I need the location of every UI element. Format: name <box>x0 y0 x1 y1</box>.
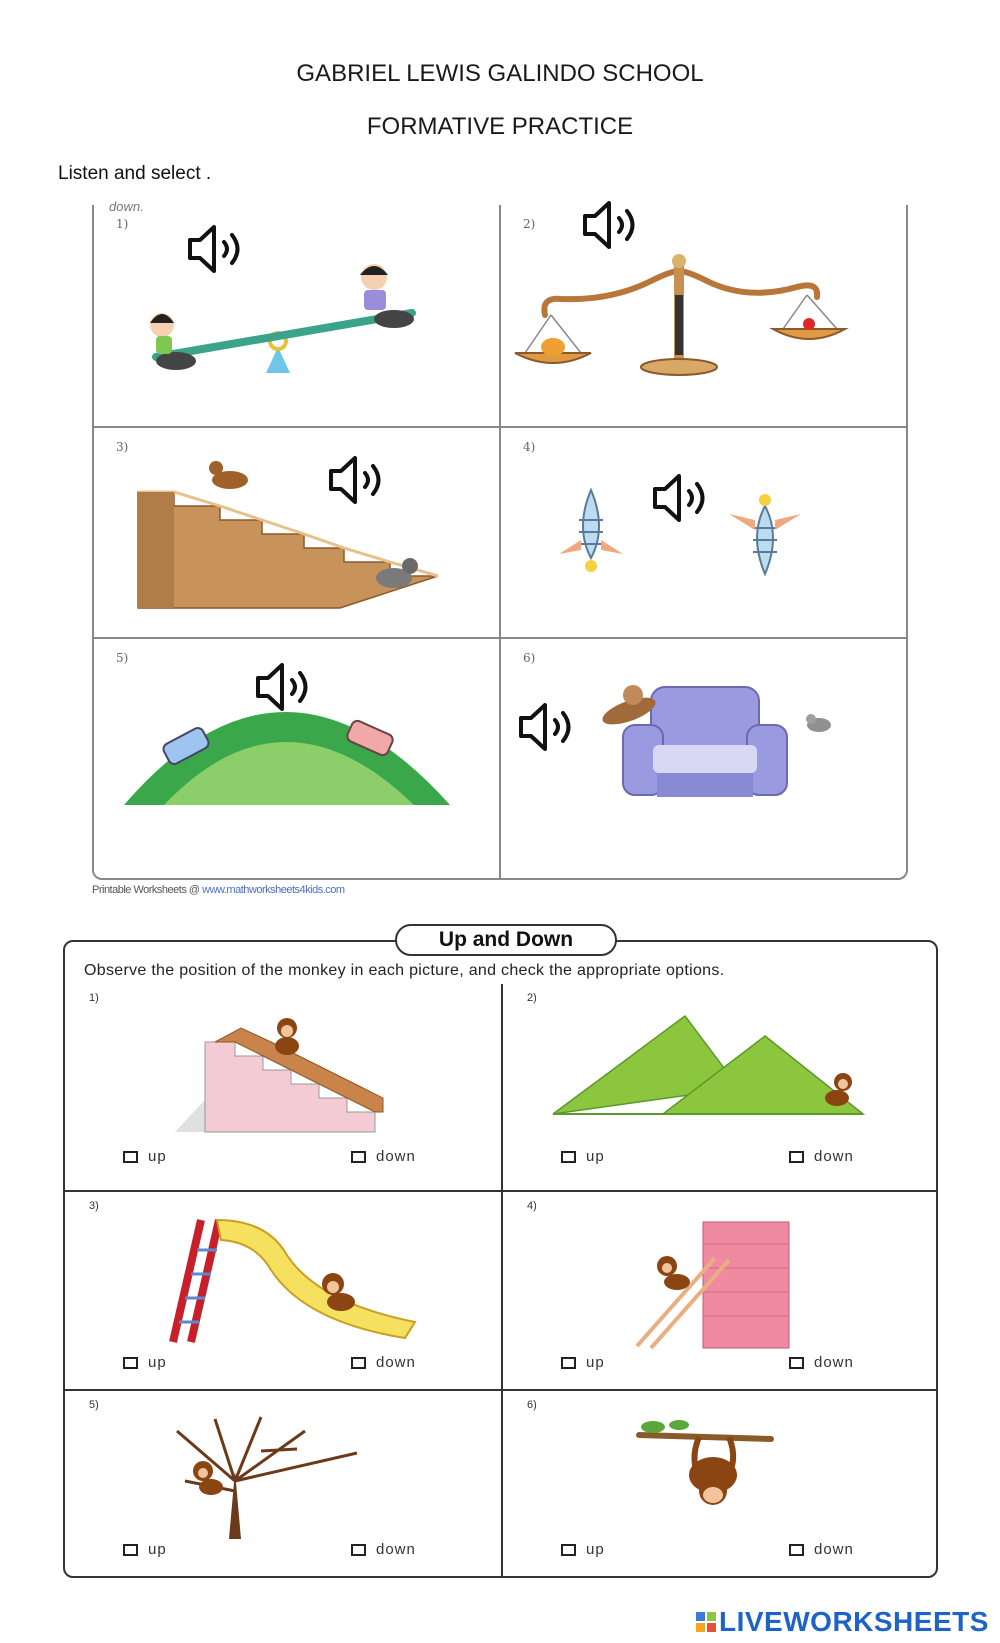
brand-name: LIVEWORKSHEETS <box>719 1606 989 1637</box>
checkbox[interactable] <box>351 1544 366 1556</box>
listen-cell-5 <box>94 639 499 860</box>
monkey-cell-6 <box>503 1391 939 1576</box>
checkbox[interactable] <box>351 1151 366 1163</box>
option-down[interactable]: down <box>789 1541 854 1558</box>
speaker-icon[interactable] <box>581 199 645 251</box>
rockets-picture <box>501 428 906 637</box>
logo-square <box>696 1623 705 1632</box>
worksheet-credit <box>92 884 345 896</box>
logo-square <box>707 1612 716 1621</box>
cell-number: 5) <box>89 1399 99 1411</box>
checkbox[interactable] <box>789 1357 804 1369</box>
credit-prefix: Printable Worksheets @ <box>92 884 200 896</box>
speaker-icon[interactable] <box>651 472 715 524</box>
seesaw-picture <box>94 205 499 426</box>
balance-scale-picture <box>501 205 906 426</box>
school-name: GABRIEL LEWIS GALINDO SCHOOL <box>296 60 704 87</box>
up-and-down-grid <box>63 928 938 1578</box>
cell-number: 6) <box>527 1399 537 1411</box>
option-down[interactable]: down <box>789 1354 854 1371</box>
speaker-icon[interactable] <box>517 701 581 753</box>
speaker-icon[interactable] <box>254 661 318 713</box>
worksheet-title: FORMATIVE PRACTICE <box>366 113 634 140</box>
checkbox[interactable] <box>351 1357 366 1369</box>
cell-number: 4) <box>523 440 536 454</box>
monkey-cell-5 <box>65 1391 501 1576</box>
monkey-cell-2 <box>503 984 939 1190</box>
checkbox[interactable] <box>561 1544 576 1556</box>
cell-number: 2) <box>523 217 536 231</box>
speaker-icon[interactable] <box>186 223 250 275</box>
monkey-cell-3 <box>65 1192 501 1389</box>
cell-number: 3) <box>89 1200 99 1212</box>
listen-cell-2 <box>501 205 906 426</box>
cell-number: 5) <box>116 651 129 665</box>
checkbox[interactable] <box>123 1151 138 1163</box>
option-down[interactable]: down <box>789 1148 854 1165</box>
option-up[interactable]: up <box>123 1354 167 1371</box>
option-up[interactable]: up <box>123 1148 167 1165</box>
checkbox[interactable] <box>123 1544 138 1556</box>
listen-cell-6 <box>501 639 906 860</box>
speaker-icon[interactable] <box>327 454 391 506</box>
listen-grid <box>92 199 908 880</box>
listen-cell-1 <box>94 205 499 426</box>
section-title: Up and Down <box>395 924 617 956</box>
section-instruction: Observe the position of the monkey in each picture, and check the appropriate options. <box>84 962 725 979</box>
option-down[interactable]: down <box>351 1148 416 1165</box>
instruction: Listen and select . <box>58 163 212 184</box>
cell-number: 1) <box>89 992 99 1004</box>
cell-number: 2) <box>527 992 537 1004</box>
option-up[interactable]: up <box>561 1148 605 1165</box>
option-up[interactable]: up <box>561 1541 605 1558</box>
option-down[interactable]: down <box>351 1354 416 1371</box>
listen-cell-3 <box>94 428 499 649</box>
option-up[interactable]: up <box>123 1541 167 1558</box>
cell-number: 3) <box>116 440 129 454</box>
credit-url: www.mathworksheets4kids.com <box>202 884 345 896</box>
listen-cell-4 <box>501 428 906 649</box>
monkey-cell-4 <box>503 1192 939 1389</box>
checkbox[interactable] <box>561 1357 576 1369</box>
stairs-picture <box>94 428 499 637</box>
checkbox[interactable] <box>561 1151 576 1163</box>
checkbox[interactable] <box>789 1151 804 1163</box>
cell-number: 4) <box>527 1200 537 1212</box>
liveworksheets-logo[interactable] <box>696 1606 989 1638</box>
armchair-picture <box>501 639 906 878</box>
option-down[interactable]: down <box>351 1541 416 1558</box>
checkbox[interactable] <box>789 1544 804 1556</box>
cell-number: 1) <box>116 217 129 231</box>
cell-number: 6) <box>523 651 536 665</box>
checkbox[interactable] <box>123 1357 138 1369</box>
logo-square <box>707 1623 716 1632</box>
option-up[interactable]: up <box>561 1354 605 1371</box>
logo-square <box>696 1612 705 1621</box>
cropped-text: down. <box>109 199 144 214</box>
logo-mark-icon <box>696 1612 716 1632</box>
monkey-cell-1 <box>65 984 501 1190</box>
